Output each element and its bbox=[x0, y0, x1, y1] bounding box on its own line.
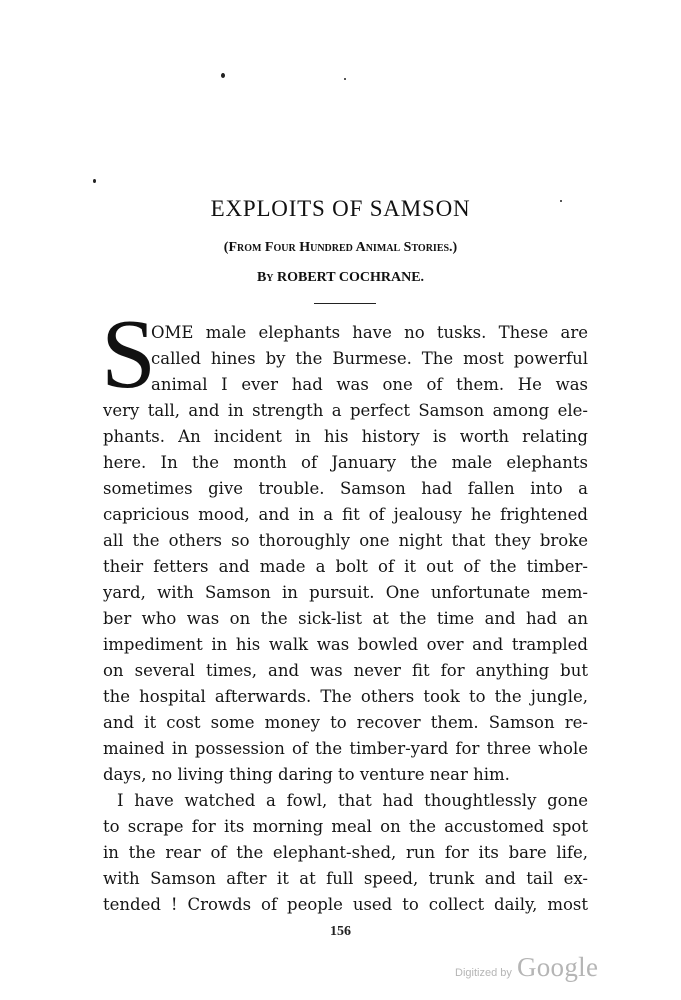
byline: By ROBERT COCHRANE. bbox=[256, 270, 425, 285]
text-line: the hospital afterwards. The others took to the jungle, bbox=[103, 687, 588, 706]
source-note: (From Four Hundred Animal Stories.) bbox=[223, 240, 458, 255]
title-divider bbox=[314, 303, 376, 304]
text-line: on several times, and was never fit for anything but bbox=[103, 661, 588, 680]
text-line: their fetters and made a bolt of it out of the timber- bbox=[103, 557, 588, 576]
page-number: 156 bbox=[330, 924, 351, 939]
text-line: capricious mood, and in a fit of jealousy he frightened bbox=[103, 505, 588, 524]
text-line: mained in possession of the timber-yard for three whole bbox=[103, 739, 588, 758]
text-line: with Samson after it at full speed, trunk and tail ex- bbox=[103, 869, 588, 888]
story-title: EXPLOITS OF SAMSON bbox=[210, 196, 471, 221]
text-line: here. In the month of January the male elephants bbox=[103, 453, 588, 472]
ink-speck bbox=[221, 73, 225, 78]
text-line: and it cost some money to recover them. Samson re- bbox=[103, 713, 588, 732]
text-line: animal I ever had was one of them. He was bbox=[151, 375, 588, 394]
text-line: in the rear of the elephant-shed, run for its bare life, bbox=[103, 843, 588, 862]
text-line: called hines by the Burmese. The most powerful bbox=[151, 349, 588, 368]
text-line: to scrape for its morning meal on the accustomed spot bbox=[103, 817, 588, 836]
text-line: impediment in his walk was bowled over and trampled bbox=[103, 635, 588, 654]
text-line: days, no living thing daring to venture near him. bbox=[103, 765, 510, 784]
watermark-prefix: Digitized by bbox=[455, 967, 512, 979]
text-line: tended ! Crowds of people used to collect daily, most bbox=[103, 895, 588, 914]
text-line: ber who was on the sick-list at the time and had an bbox=[103, 609, 588, 628]
text-line: yard, with Samson in pursuit. One unfortunate mem- bbox=[103, 583, 588, 602]
watermark-brand: Google bbox=[516, 952, 599, 982]
text-line: all the others so thoroughly one night that they broke bbox=[103, 531, 588, 550]
text-line: very tall, and in strength a perfect Samson among ele- bbox=[103, 401, 588, 420]
ink-speck bbox=[344, 78, 346, 80]
ink-speck bbox=[93, 179, 96, 183]
text-line: I have watched a fowl, that had thoughtlessly gone bbox=[117, 791, 588, 810]
text-line: phants. An incident in his history is worth relating bbox=[103, 427, 588, 446]
digitized-watermark bbox=[455, 952, 598, 983]
drop-cap: S bbox=[101, 300, 157, 409]
text-line: OME male elephants have no tusks. These are bbox=[151, 323, 588, 342]
text-line: sometimes give trouble. Samson had fallen into a bbox=[103, 479, 588, 498]
